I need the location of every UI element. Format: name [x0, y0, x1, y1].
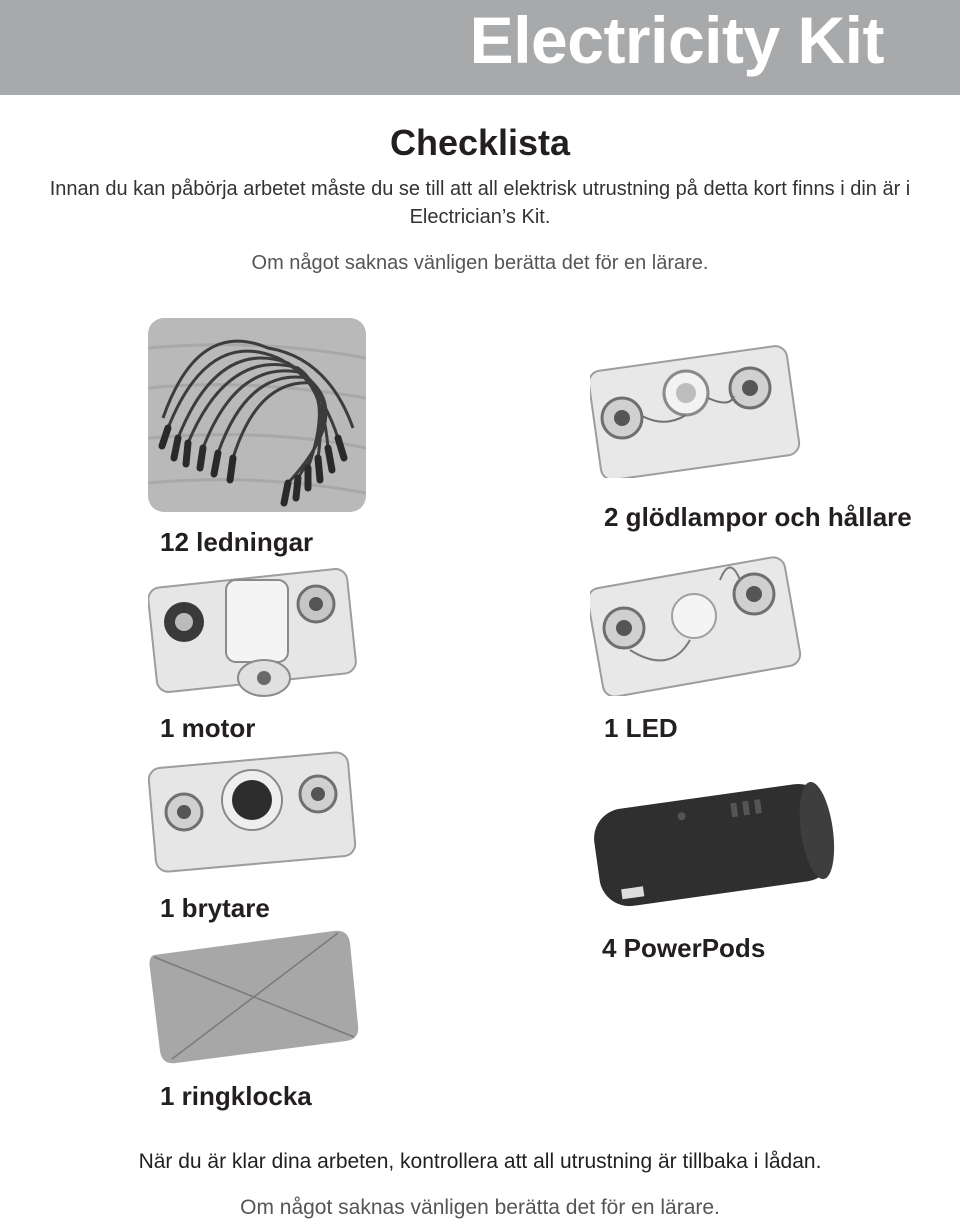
footer-instruction: När du är klar dina arbeten, kontrollera att all utrustning är tillbaka i lådan.: [138, 1150, 822, 1173]
item-label-bell: 1 ringklocka: [160, 1081, 312, 1111]
item-label-powerpods: 4 PowerPods: [602, 933, 766, 963]
checklist-intro: Innan du kan påbörja arbetet måste du se till att all elektrisk utrustning på detta kort finns i din är i Electrician’s Kit.: [49, 178, 911, 228]
powerpod-image: [586, 776, 842, 916]
led-holder-image: [590, 550, 802, 696]
page-title: Electricity Kit: [469, 3, 884, 77]
item-label-bulbs: 2 glödlampor och hållare: [604, 502, 912, 532]
bell-image-placeholder: [148, 925, 360, 1065]
footer-note: Om något saknas vänligen berätta det för en lärare.: [240, 1196, 720, 1219]
item-label-motor: 1 motor: [160, 713, 256, 743]
switch-image: [148, 742, 360, 882]
item-label-wires: 12 ledningar: [160, 527, 314, 557]
item-label-switch: 1 brytare: [160, 893, 270, 923]
checklist-note: Om något saknas vänligen berätta det för en lärare.: [251, 252, 709, 274]
motor-image: [148, 558, 358, 698]
item-label-led: 1 LED: [604, 713, 678, 743]
wires-image: [148, 318, 366, 512]
title-banner: [0, 0, 960, 95]
checklist-heading: Checklista: [389, 122, 571, 163]
bulb-holder-image: [590, 338, 802, 478]
